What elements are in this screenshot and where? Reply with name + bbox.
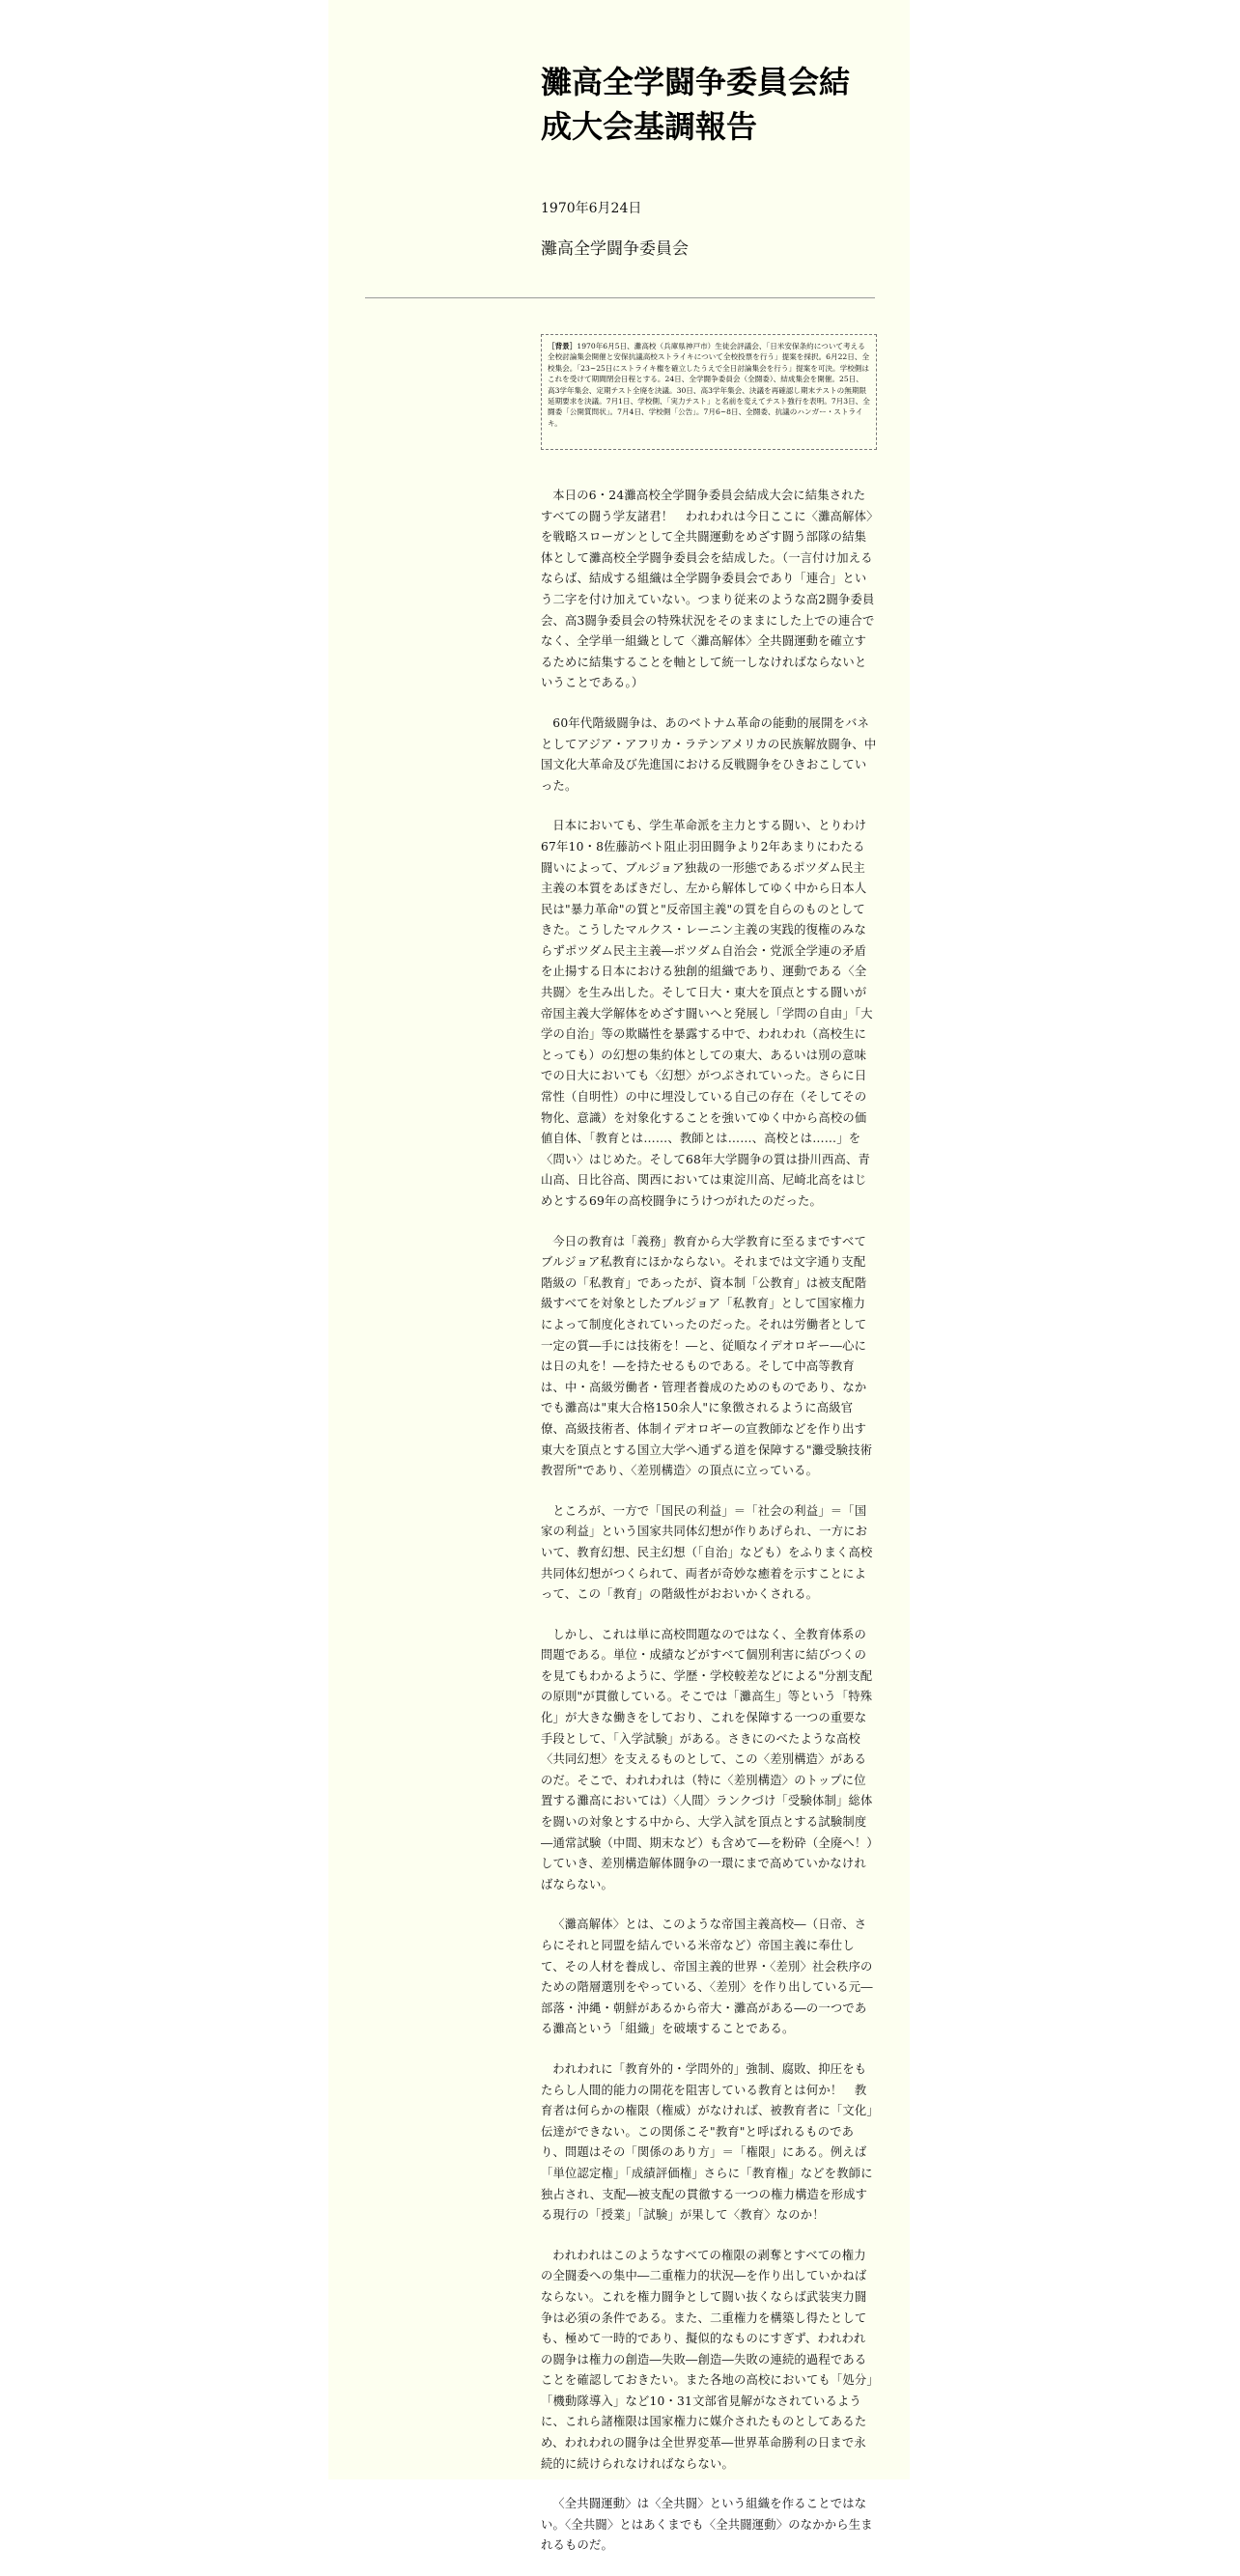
body-paragraph: しかし、これは単に高校問題なのではなく、全教育体系の問題である。単位・成績などがすべて個別利害に結びつくのを見てもわかるように、学歴・学校較差などによる"分割支配の原則"が貫徹している。そこでは「灘高生」等という「特殊化」が大きな働きをしており、これを保障する一つの重要な手段として、「入学試験」がある。さきにのべたような高校〈共同幻想〉を支えるものとして、この〈差別構造〉があるのだ。そこで、われわれは（特に〈差別構造〉のトップに位置する灘高においては）〈人間〉ランクづけ「受験体制」総体を闘いの対象とする中から、大学入試を頂点とする試験制度―通常試験（中間、期末など）も含めて―を粉砕（全廃へ！）していき、差別構造解体闘争の一環にまで高めていかなければならない。	[541, 1627, 873, 1891]
body-paragraph: 〈灘高解体〉とは、このような帝国主義高校―（日帝、さらにそれと同盟を結んでいる米帝など）帝国主義に奉仕して、その人材を養成し、帝国主義的世界・〈差別〉社会秩序のための階層選別をやっている、〈差別〉を作り出している元―部落・沖縄・朝鮮があるから帝大・灘高がある―の一つである灘高という「組織」を破壊することである。	[541, 1918, 873, 2036]
report-body	[541, 486, 877, 2576]
body-paragraph: 本日の6・24灘高校全学闘争委員会結成大会に結集されたすべての闘う学友諸君！ われわれは今日ここに〈灘高解体〉を戦略スローガンとして全共闘運動をめざす闘う部隊の結集体として灘高校全学闘争委員会を結成した。（一言付け加えるならば、結成する組織は全学闘争委員会であり「連合」という二字を付け加えていない。つまり従来のような高2闘争委員会、高3闘争委員会の特殊状況をそのままにした上での連合でなく、全学単一組織として〈灘高解体〉全共闘運動を確立するために結集することを軸として統一しなければならないということである。）	[541, 489, 875, 690]
background-label: ［背景］	[548, 342, 578, 350]
document-date: 1970年6月24日	[541, 201, 642, 216]
header-divider	[365, 297, 875, 298]
body-paragraph: 〈全共闘運動〉は〈全共闘〉という組織を作ることではない。〈全共闘〉とはあくまでも〈全共闘運動〉のなかから生まれるものだ。	[541, 2497, 873, 2553]
background-text: 1970年6月5日、灘高校（兵庫県神戸市）生徒会評議会、「日米安保条約について考える全校討論集会開催と安保抗議高校ストライキについて全校投票を行う」提案を採択。6月22日、全校集会。「23~25日にストライキ権を確立したうえで全日討論集会を行う」提案を可決。学校側はこれを受けて期間閉会日程とする。24日、全学闘争委員会（全闘委）、結成集会を開催。25日、高3学年集会、定期テスト全廃を決議。30日、高3学年集会、決議を再確認し期末テストの無期限延期要求を決議。7月1日、学校側、「実力テスト」と名前を変えてテスト強行を表明。7月3日、全闘委「公開質問状」。7月4日、学校側「公告」。7月6~8日、全闘委、抗議のハンガー・ストライキ。	[548, 342, 870, 428]
document-title: 灘高全学闘争委員会結成大会基調報告	[541, 64, 851, 145]
document-author: 灘高全学闘争委員会	[541, 239, 689, 259]
body-paragraph: 60年代階級闘争は、あのベトナム革命の能動的展開をバネとしてアジア・アフリカ・ラテンアメリカの民族解放闘争、中国文化大革命及び先進国における反戦闘争をひきおこしていった。	[541, 715, 877, 793]
body-paragraph: われわれはこのようなすべての権限の剥奪とすべての権力の全闘委への集中―二重権力的状況―を作り出していかねばならない。これを権力闘争として闘い抜くならば武装実力闘争は必須の条件である。また、二重権力を構築し得たとしても、極めて一時的であり、擬似的なものにすぎず、われわれの闘争は権力の創造―失敗―創造―失敗の連続的過程であることを確認しておきたい。また各地の高校においても「処分」「機動隊導入」など10・31文部省見解がなされているように、これら諸権限は国家権力に媒介されたものとしてあるため、われわれの闘争は全世界変革―世界革命勝利の日まで永続的に続けられなければならない。	[541, 2248, 873, 2471]
body-paragraph: ところが、一方で「国民の利益」＝「社会の利益」＝「国家の利益」という国家共同体幻想が作りあげられ、一方において、教育幻想、民主幻想（「自治」なども）をふりまく高校共同体幻想がつくられて、両者が奇妙な癒着を示すことによって、この「教育」の階級性がおおいかくされる。	[541, 1503, 873, 1602]
body-paragraph: 日本においても、学生革命派を主力とする闘い、とりわけ67年10・8佐藤訪ベト阻止羽田闘争より2年あまりにわたる闘いによって、ブルジョア独裁の一形態であるポツダム民主主義の本質をあばきだし、左から解体してゆく中から日本人民は"暴力革命"の質と"反帝国主義"の質を自らのものとしてきた。こうしたマルクス・レーニン主義の実践的復権のみならずポツダム民主主義―ポツダム自治会・党派全学連の矛盾を止揚する日本における独創的組織であり、運動である〈全共闘〉を生み出した。そして日大・東大を頂点とする闘いが帝国主義大学解体をめざす闘いへと発展し「学問の自由」「大学の自治」等の欺瞞性を暴露する中で、われわれ（高校生にとっても）の幻想の集約体としての東大、あるいは別の意味での日大においても〈幻想〉がつぶされていった。さらに日常性（自明性）の中に埋没している自己の存在（そしてその物化、意識）を対象化することを強いてゆく中から高校の価値自体、「教育とは……、教師とは……、高校とは……」を〈問い〉はじめた。そして68年大学闘争の質は掛川西高、青山高、日比谷高、関西においては東淀川高、尼崎北高をはじめとする69年の高校闘争にうけつがれたのだった。	[541, 819, 873, 1208]
body-paragraph: われわれに「教育外的・学問外的」強制、腐敗、抑圧をもたらし人間的能力の開花を阻害している教育とは何か！ 教育者は何らかの権限（権威）がなければ、被教育者に「文化」伝達ができない。この関係こそ"教育"と呼ばれるものであり、問題はその「関係のあり方」＝「権限」にある。例えば「単位認定権」「成績評価権」さらに「教育権」などを教師に独占され、支配―被支配の貫徹する一つの権力構造を形成する現行の「授業」「試験」が果して〈教育〉なのか！	[541, 2061, 873, 2223]
background-note-box	[541, 334, 877, 450]
body-paragraph: 今日の教育は「義務」教育から大学教育に至るまですべてブルジョア私教育にほかならない。それまでは文字通り支配階級の「私教育」であったが、資本制「公教育」は被支配階級すべてを対象としたブルジョア「私教育」として国家権力によって制度化されていったのだった。それは労働者として一定の質―手には技術を！―と、従順なイデオロギー―心には日の丸を！―を持たせるものである。そして中高等教育は、中・高級労働者・管理者養成のためのものであり、なかでも灘高は"東大合格150余人"に象徴されるように高級官僚、高級技術者、体制イデオロギーの宣教師などを作り出す東大を頂点とする国立大学へ通ずる道を保障する"灘受験技術教習所"であり、〈差別構造〉の頂点に立っている。	[541, 1234, 873, 1478]
